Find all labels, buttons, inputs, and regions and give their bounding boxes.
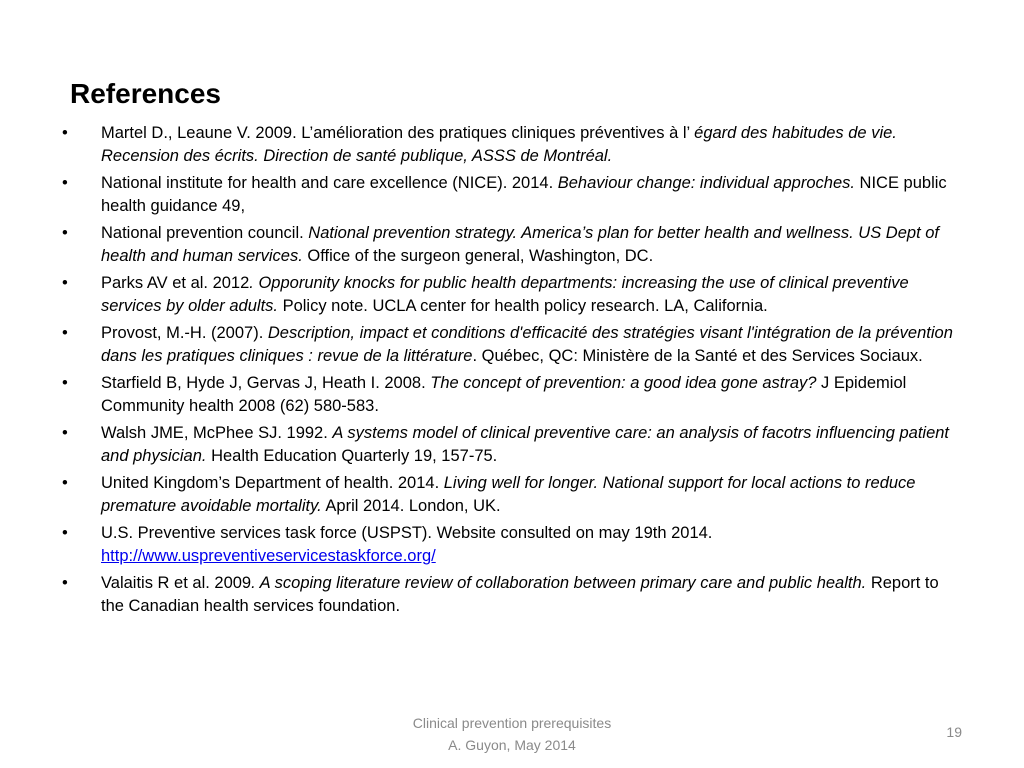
reference-item (62, 522, 957, 568)
reference-text (101, 124, 897, 165)
reference-text (101, 274, 909, 315)
reference-item (62, 472, 957, 518)
reference-segment: Parks AV et al. 2012 (101, 274, 250, 292)
reference-segment: . Québec, QC: Ministère de la Santé et des Services Sociaux. (472, 347, 923, 365)
bullet-icon: • (62, 524, 68, 542)
reference-segment: Report to the Canadian health services foundation. (101, 574, 939, 615)
reference-title-italic: The concept of prevention: a good idea gone astray? (430, 374, 817, 392)
reference-title-italic: A systems model of clinical preventive care: an analysis of facotrs influencing patient and physician. (101, 424, 950, 465)
reference-text (101, 224, 939, 265)
reference-text (101, 174, 947, 215)
reference-text (101, 474, 915, 515)
reference-title-italic: Behaviour change: individual approches. (557, 174, 855, 192)
page-number: 19 (946, 724, 962, 740)
reference-segment: April 2014. London, UK. (321, 497, 501, 515)
reference-item (62, 272, 957, 318)
footer-author-date: A. Guyon, May 2014 (448, 737, 576, 753)
reference-item (62, 372, 957, 418)
slide-title: References (70, 78, 221, 109)
reference-title-italic: National prevention strategy. America’s plan for better health and wellness. US Dept of health and human services. (101, 224, 939, 265)
reference-text (101, 324, 953, 365)
reference-segment: National institute for health and care excellence (NICE). 2014. (101, 174, 558, 192)
reference-item (62, 322, 957, 368)
reference-segment: Starfield B, Hyde J, Gervas J, Heath I. 2008. (101, 374, 431, 392)
bullet-icon: • (62, 424, 68, 442)
reference-segment: Walsh JME, McPhee SJ. 1992. (101, 424, 333, 442)
reference-segment: Martel D., Leaune V. 2009. L’amélioration des pratiques cliniques préventives à l’ (101, 124, 695, 142)
reference-segment: Policy note. UCLA center for health policy research. LA, California. (278, 297, 768, 315)
references-list (62, 122, 957, 622)
reference-segment: NICE public health guidance 49, (101, 174, 947, 215)
reference-segment: National prevention council. (101, 224, 309, 242)
reference-title-italic: . Opporunity knocks for public health departments: increasing the use of clinical preventive services by older adults. (101, 274, 909, 315)
reference-text (101, 524, 712, 565)
footer-title: Clinical prevention prerequisites (412, 715, 612, 731)
reference-text (101, 574, 939, 615)
bullet-icon: • (62, 174, 68, 192)
reference-item (62, 222, 957, 268)
bullet-icon: • (62, 124, 68, 142)
reference-item (62, 422, 957, 468)
bullet-icon: • (62, 224, 68, 242)
reference-segment: Provost, M.-H. (2007). (101, 324, 268, 342)
reference-text (101, 374, 906, 415)
bullet-icon: • (62, 474, 68, 492)
reference-item (62, 572, 957, 618)
reference-title-italic: . A scoping literature review of collaboration between primary care and public health. (251, 574, 867, 592)
reference-segment: Health Education Quarterly 19, 157-75. (206, 447, 498, 465)
bullet-icon: • (62, 574, 68, 592)
reference-text (101, 424, 949, 465)
reference-title-italic: Living well for longer. National support for local actions to reduce premature avoidable mortality. (101, 474, 916, 515)
reference-item (62, 172, 957, 218)
reference-segment: J Epidemiol Community health 2008 (62) 580-583. (101, 374, 907, 415)
reference-segment: Office of the surgeon general, Washington, DC. (302, 247, 654, 265)
reference-title-italic: égard des habitudes de vie. Recension des écrits. Direction de santé publique, ASSS de Montréal. (101, 124, 897, 165)
reference-segment: U.S. Preventive services task force (USPST). Website consulted on may 19th 2014. (101, 524, 713, 542)
reference-segment: Valaitis R et al. 2009 (101, 574, 252, 592)
bullet-icon: • (62, 274, 68, 292)
bullet-icon: • (62, 324, 68, 342)
reference-link[interactable]: http://www.uspreventiveservicestaskforce.org/ (101, 547, 436, 565)
bullet-icon: • (62, 374, 68, 392)
footer (362, 712, 662, 756)
reference-item (62, 122, 957, 168)
reference-title-italic: Description, impact et conditions d'efficacité des stratégies visant l'intégration de la prévention dans les pratiques cliniques : revue de la littérature (101, 324, 953, 365)
reference-segment: United Kingdom’s Department of health. 2014. (101, 474, 444, 492)
